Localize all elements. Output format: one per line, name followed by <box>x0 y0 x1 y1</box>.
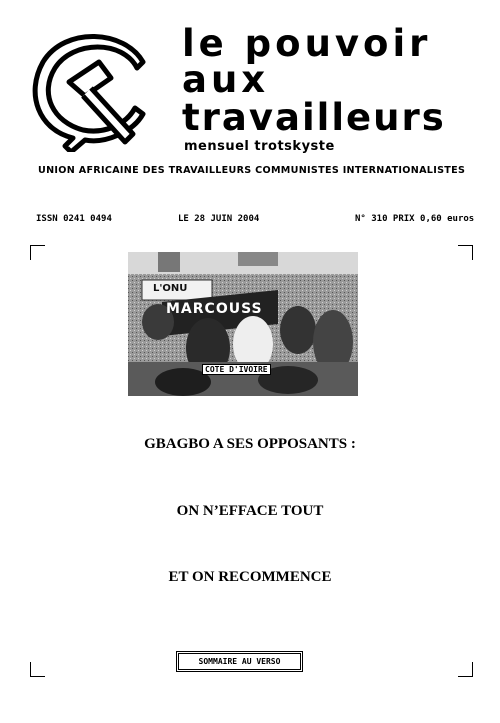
masthead-title-line-1: le pouvoir <box>182 22 432 65</box>
crop-mark-top-right <box>458 245 473 260</box>
headline-line-1: GBAGBO A SES OPPOSANTS : <box>144 436 356 452</box>
summary-on-back-label: SOMMAIRE AU VERSO <box>178 653 301 670</box>
crop-mark-bottom-left <box>30 662 45 677</box>
photo-sign-onu: L'ONU <box>153 283 188 294</box>
headline-line-2: ON N’EFFACE TOUT <box>176 503 324 519</box>
issn-number: ISSN 0241 0494 <box>36 214 112 224</box>
hammer-sickle-icon <box>25 22 165 152</box>
masthead-title-line-2: aux <box>182 58 270 101</box>
organization-name: UNION AFRICAINE DES TRAVAILLEURS COMMUNISTES INTERNATIONALISTES <box>38 165 466 176</box>
headline-line-3: ET ON RECOMMENCE <box>168 569 332 585</box>
issue-date: LE 28 JUIN 2004 <box>178 214 260 224</box>
masthead-subtitle: mensuel trotskyste <box>184 139 335 154</box>
photo-sign-cote-divoire: COTE D'IVOIRE <box>202 364 271 375</box>
issue-number-price: N° 310 PRIX 0,60 euros <box>355 214 475 224</box>
crop-mark-bottom-right <box>458 662 473 677</box>
masthead-title-line-3: travailleurs <box>182 96 446 139</box>
photo-sign-marcouss: MARCOUSS <box>166 301 263 317</box>
crop-mark-top-left <box>30 245 45 260</box>
